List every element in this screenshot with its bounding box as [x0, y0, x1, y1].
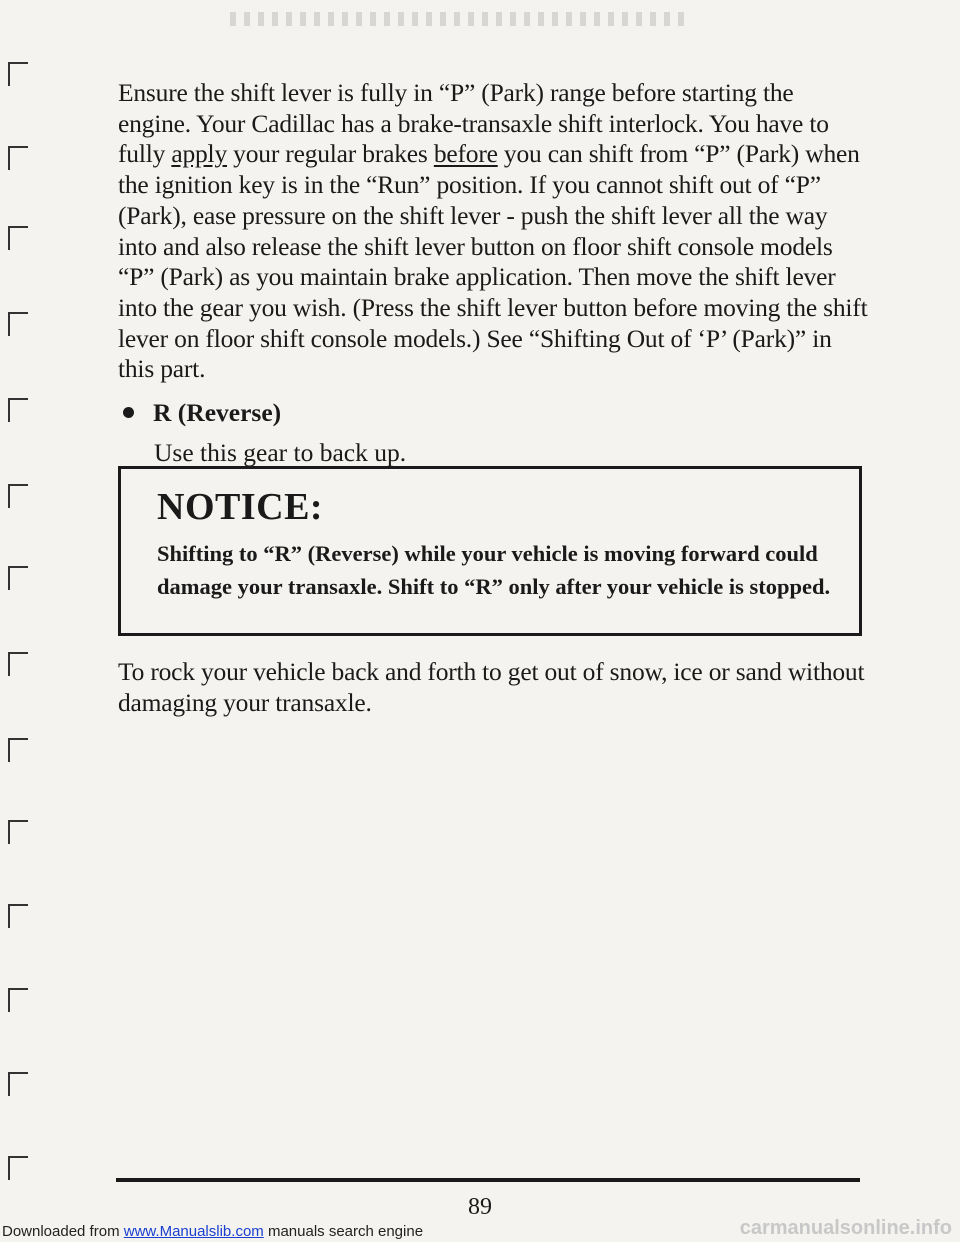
footer-rule	[116, 1178, 860, 1182]
binding-mark	[8, 484, 28, 508]
bullet-dot-icon	[123, 407, 134, 418]
binding-mark	[8, 1072, 28, 1096]
download-watermark	[2, 1223, 423, 1240]
binding-mark	[8, 566, 28, 590]
header-scan-artifact	[230, 12, 690, 26]
notice-body: Shifting to “R” (Reverse) while your vehicle is moving forward could damage your transaxle. Shift to “R” only after your vehicle is stopped.	[157, 541, 831, 599]
binding-mark	[8, 904, 28, 928]
underlined-apply: apply	[171, 139, 227, 169]
binding-mark	[8, 988, 28, 1012]
intro-paragraph	[118, 78, 868, 385]
notice-box	[118, 466, 862, 636]
watermark-suffix: manuals search engine	[263, 1223, 424, 1240]
binding-marks	[0, 0, 40, 1242]
binding-mark	[8, 226, 28, 250]
binding-mark	[8, 146, 28, 170]
reverse-description: Use this gear to back up.	[154, 438, 407, 468]
binding-mark	[8, 652, 28, 676]
binding-mark	[8, 62, 28, 86]
binding-mark	[8, 820, 28, 844]
rock-paragraph: To rock your vehicle back and forth to get out of snow, ice or sand without damaging your transaxle.	[118, 657, 865, 717]
notice-title: NOTICE:	[157, 486, 324, 528]
binding-mark	[8, 738, 28, 762]
main-content	[118, 78, 868, 468]
binding-mark	[8, 398, 28, 422]
watermark-prefix: Downloaded from	[2, 1223, 124, 1240]
manualslib-link[interactable]: www.Manualslib.com	[123, 1223, 264, 1240]
binding-mark	[8, 1156, 28, 1180]
binding-mark	[8, 312, 28, 336]
reverse-heading: R (Reverse)	[153, 398, 282, 428]
intro-text-1: Ensure the shift lever is fully in “P” (Park) range before starting the engine. Your Cadillac has a brake-transaxle shift interlock. You have to fully	[118, 78, 829, 169]
underlined-before: before	[433, 139, 498, 169]
site-watermark: carmanualsonline.info	[739, 1217, 952, 1239]
page-number: 89	[468, 1194, 492, 1220]
reverse-bullet	[118, 397, 868, 428]
intro-text-2: your regular brakes	[227, 139, 434, 169]
intro-text-3: you can shift from “P” (Park) when the ignition key is in the “Run” position. If you cannot shift out of “P” (Park), ease pressure on the shift lever - push the shift lever all the way into and also release the shift lever button on floor shift console models “P” (Park) as you maintain brake application. Then move the shift lever into the gear you wish. (Press the shift lever button before moving the shift lever on floor shift console models.) See “Shifting Out of ‘P’ (Park)” in this part.	[118, 139, 868, 384]
